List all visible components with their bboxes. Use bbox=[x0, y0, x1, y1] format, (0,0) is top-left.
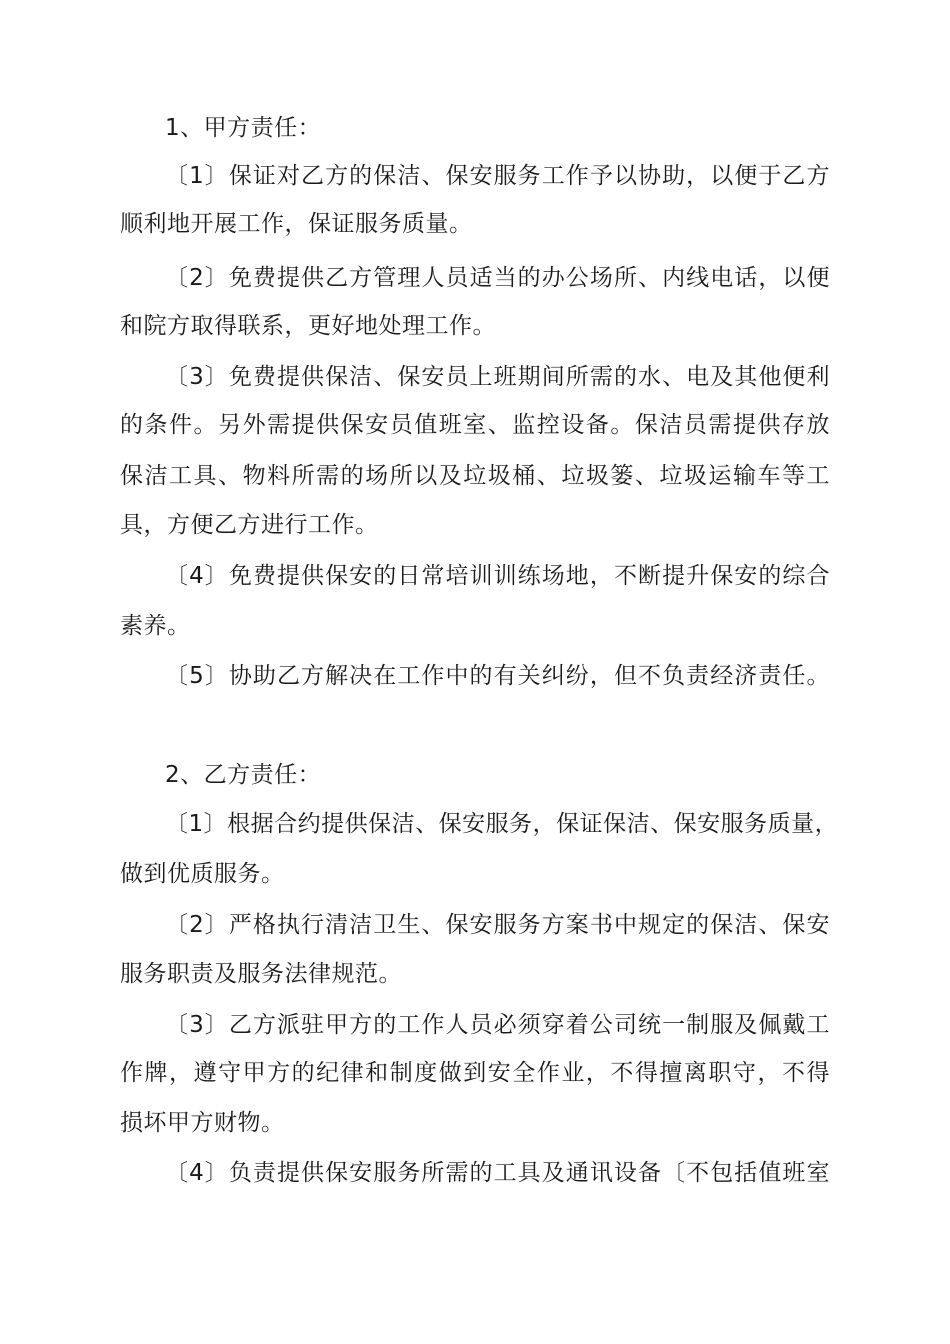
s1-item4-line2-text: 素养。 bbox=[120, 613, 191, 639]
s2-item4-line1 bbox=[165, 1158, 830, 1188]
s1-item4-line1 bbox=[165, 561, 830, 591]
s1-item2-line2-text: 和院方取得联系，更好地处理工作。 bbox=[120, 313, 496, 339]
s2-item3-line1 bbox=[165, 1010, 830, 1040]
s1-item3-line4-text: 具，方便乙方进行工作。 bbox=[120, 512, 379, 538]
s2-item4-line1-text: 〔4〕负责提供保安服务所需的工具及通讯设备〔不包括值班室 bbox=[165, 1160, 830, 1186]
section2-heading-text: 2、乙方责任： bbox=[165, 762, 322, 788]
s1-item2-line1 bbox=[165, 263, 830, 293]
s1-item1-line1 bbox=[165, 161, 830, 191]
s1-item3-line2 bbox=[120, 410, 830, 440]
s1-item4-line1-text: 〔4〕免费提供保安的日常培训训练场地，不断提升保安的综合 bbox=[165, 563, 830, 589]
s1-item3-line4 bbox=[120, 510, 520, 540]
s2-item1-line2 bbox=[120, 859, 420, 889]
s2-item1-line2-text: 做到优质服务。 bbox=[120, 861, 285, 887]
s2-item2-line1-text: 〔2〕严格执行清洁卫生、保安服务方案书中规定的保洁、保安 bbox=[165, 912, 830, 938]
s1-item4-line2 bbox=[120, 611, 320, 641]
s1-item3-line1 bbox=[165, 362, 830, 392]
s1-item1-line1-text: 〔1〕保证对乙方的保洁、保安服务工作予以协助，以便于乙方 bbox=[165, 163, 830, 189]
s2-item1-line1-text: 〔1〕根据合约提供保洁、保安服务，保证保洁、保安服务质量， bbox=[165, 811, 839, 837]
section1-heading-text: 1、甲方责任： bbox=[165, 115, 322, 141]
s2-item1-line1 bbox=[165, 809, 839, 839]
s1-item3-line1-text: 〔3〕免费提供保洁、保安员上班期间所需的水、电及其他便利 bbox=[165, 364, 830, 390]
s2-item3-line2 bbox=[120, 1058, 830, 1088]
s1-item1-line2 bbox=[120, 209, 620, 239]
section2-heading bbox=[165, 760, 465, 790]
s1-item2-line1-text: 〔2〕免费提供乙方管理人员适当的办公场所、内线电话，以便 bbox=[165, 265, 830, 291]
s2-item2-line2 bbox=[120, 959, 520, 989]
s1-item5-line1-text: 〔5〕协助乙方解决在工作中的有关纠纷，但不负责经济责任。 bbox=[165, 663, 830, 689]
s1-item1-line2-text: 顺利地开展工作，保证服务质量。 bbox=[120, 211, 473, 237]
s1-item3-line3-text: 保洁工具、物料所需的场所以及垃圾桶、垃圾篓、垃圾运输车等工 bbox=[120, 463, 830, 489]
s2-item3-line2-text: 作牌，遵守甲方的纪律和制度做到安全作业，不得擅离职守，不得 bbox=[120, 1060, 830, 1086]
s2-item3-line1-text: 〔3〕乙方派驻甲方的工作人员必须穿着公司统一制服及佩戴工 bbox=[165, 1012, 830, 1038]
s2-item3-line3-text: 损坏甲方财物。 bbox=[120, 1110, 285, 1136]
s1-item3-line2-text: 的条件。另外需提供保安员值班室、监控设备。保洁员需提供存放 bbox=[120, 412, 830, 438]
s2-item2-line2-text: 服务职责及服务法律规范。 bbox=[120, 961, 402, 987]
s1-item5-line1 bbox=[165, 661, 830, 691]
s2-item2-line1 bbox=[165, 910, 830, 940]
s1-item3-line3 bbox=[120, 461, 830, 491]
section1-heading bbox=[165, 113, 465, 143]
s1-item2-line2 bbox=[120, 311, 620, 341]
s2-item3-line3 bbox=[120, 1108, 420, 1138]
